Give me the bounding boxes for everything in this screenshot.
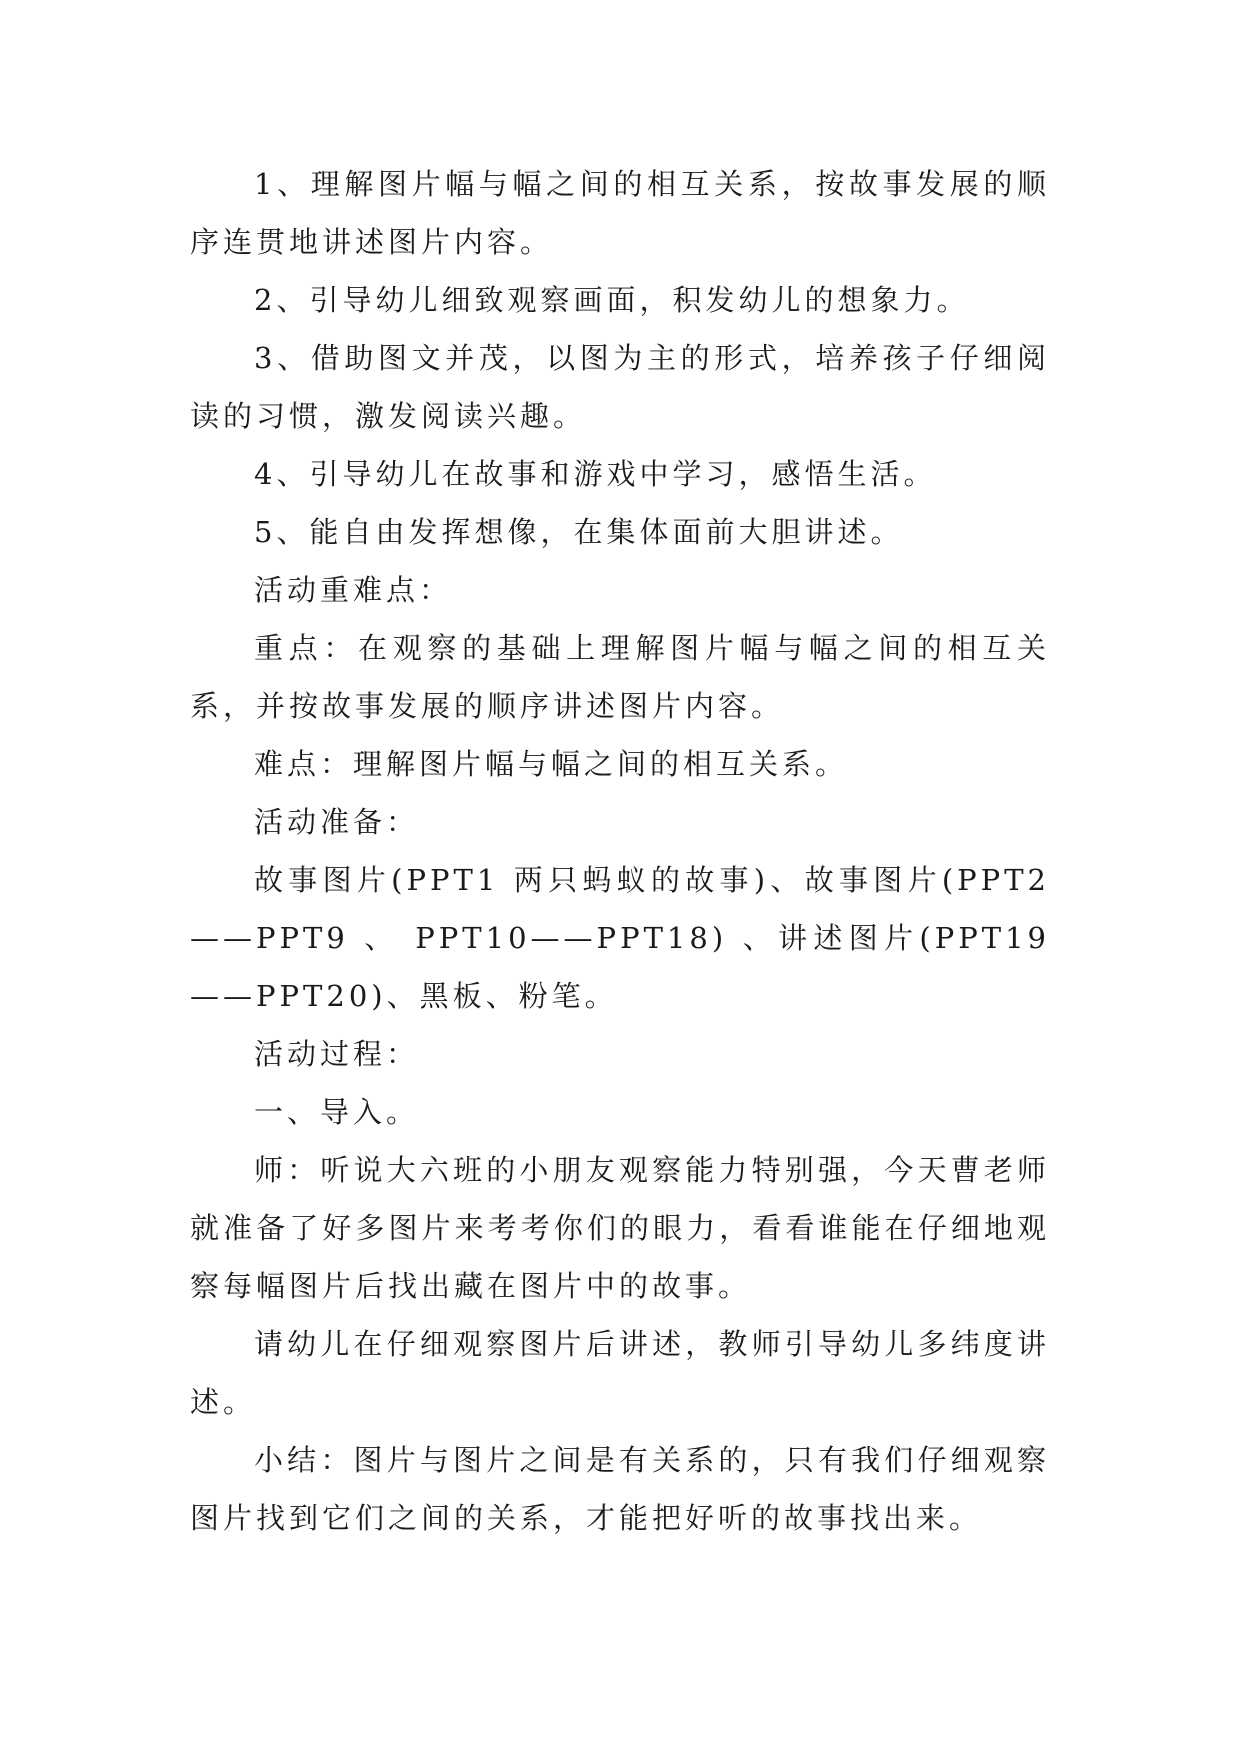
step-1-heading: 一、导入。 xyxy=(254,1095,420,1129)
section-heading-process: 活动过程： xyxy=(254,1037,420,1071)
objective-1: 1、理解图片幅与幅之间的相互关系，按故事发展的顺序连贯地讲述图片内容。 xyxy=(190,167,1050,259)
document-page xyxy=(190,155,1050,1547)
section-heading-preparation: 活动准备： xyxy=(254,805,420,839)
objective-5: 5、能自由发挥想像，在集体面前大胆讲述。 xyxy=(254,515,904,549)
objective-2: 2、引导幼儿细致观察画面，积发幼儿的想象力。 xyxy=(254,283,970,317)
teacher-dialogue: 师：听说大六班的小朋友观察能力特别强，今天曹老师就准备了好多图片来考考你们的眼力，看看谁能在仔细地观察每幅图片后找出藏在图片中的故事。 xyxy=(190,1153,1050,1303)
preparation-materials: 故事图片(PPT1 两只蚂蚁的故事)、故事图片(PPT2——PPT9 、 PPT10——PPT18) 、讲述图片(PPT19——PPT20)、黑板、粉笔。 xyxy=(190,863,1050,1013)
objective-3: 3、借助图文并茂，以图为主的形式，培养孩子仔细阅读的习惯，激发阅读兴趣。 xyxy=(190,341,1050,433)
difficult-point: 难点：理解图片幅与幅之间的相互关系。 xyxy=(254,747,849,781)
instruction-paragraph: 请幼儿在仔细观察图片后讲述，教师引导幼儿多纬度讲述。 xyxy=(190,1327,1050,1419)
section-heading-key-points: 活动重难点： xyxy=(254,573,453,607)
objective-4: 4、引导幼儿在故事和游戏中学习，感悟生活。 xyxy=(254,457,937,491)
summary-paragraph: 小结：图片与图片之间是有关系的，只有我们仔细观察图片找到它们之间的关系，才能把好听的故事找出来。 xyxy=(190,1443,1050,1535)
key-point: 重点：在观察的基础上理解图片幅与幅之间的相互关系，并按故事发展的顺序讲述图片内容。 xyxy=(190,631,1050,723)
